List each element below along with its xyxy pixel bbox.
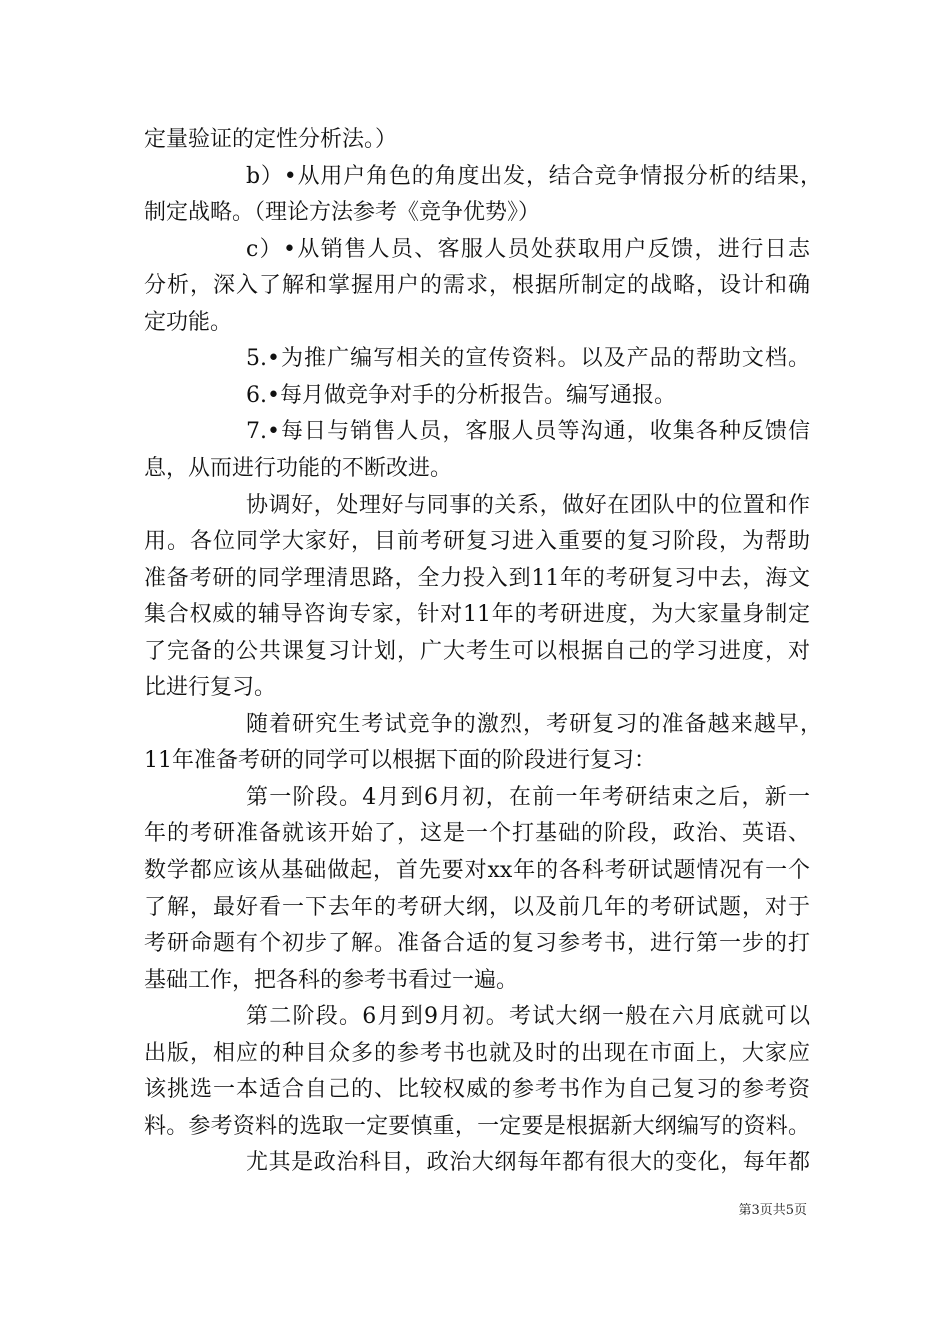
text-line: 准备考研的同学理清思路，全力投入到11年的考研复习中去，海文 <box>144 565 810 591</box>
text-line: 协调好，处理好与同事的关系，做好在团队中的位置和作 <box>246 492 810 518</box>
text-line: 年的考研准备就该开始了，这是一个打基础的阶段，政治、英语、 <box>144 821 810 847</box>
text-line: 制定战略。（理论方法参考《竞争优势》） <box>144 200 541 226</box>
text-line: 第一阶段。4月到6月初，在前一年考研结束之后，新一 <box>246 784 810 810</box>
text-line: 5.•为推广编写相关的宣传资料。以及产品的帮助文档。 <box>246 346 810 372</box>
text-line: 6.•每月做竞争对手的分析报告。编写通报。 <box>246 382 676 408</box>
text-line: 了解，最好看一下去年的考研大纲，以及前几年的考研试题，对于 <box>144 894 810 920</box>
text-line: 数学都应该从基础做起，首先要对xx年的各科考研试题情况有一个 <box>144 858 810 883</box>
text-line: 该挑选一本适合自己的、比较权威的参考书作为自己复习的参考资 <box>144 1077 810 1103</box>
text-line: b）•从用户角色的角度出发，结合竞争情报分析的结果， <box>246 163 822 189</box>
text-line: c）•从销售人员、客服人员处获取用户反馈，进行日志 <box>246 236 810 262</box>
text-line: 息，从而进行功能的不断改进。 <box>144 455 453 481</box>
text-line: 7.•每日与销售人员，客服人员等沟通，收集各种反馈信 <box>246 419 810 445</box>
text-line: 料。参考资料的选取一定要慎重，一定要是根据新大纲编写的资料。 <box>144 1113 810 1139</box>
page-number-footer: 第3页共5页 <box>738 1203 807 1218</box>
text-line: 用。各位同学大家好，目前考研复习进入重要的复习阶段，为帮助 <box>144 529 810 555</box>
text-line: 考研命题有个初步了解。准备合适的复习参考书，进行第一步的打 <box>144 931 810 957</box>
text-line: 定功能。 <box>144 309 233 335</box>
text-line: 了完备的公共课复习计划，广大考生可以根据自己的学习进度，对 <box>144 638 810 664</box>
text-line: 定量验证的定性分析法。） <box>144 127 398 152</box>
text-line: 集合权威的辅导咨询专家，针对11年的考研进度，为大家量身制定 <box>144 602 810 628</box>
text-line: 基础工作，把各科的参考书看过一遍。 <box>144 967 519 993</box>
text-line: 比进行复习。 <box>144 675 277 701</box>
text-line: 随着研究生考试竞争的激烈，考研复习的准备越来越早， <box>246 711 822 737</box>
text-line: 分析，深入了解和掌握用户的需求，根据所制定的战略，设计和确 <box>144 273 810 299</box>
text-line: 出版，相应的种目众多的参考书也就及时的出现在市面上，大家应 <box>144 1040 810 1066</box>
text-line: 尤其是政治科目，政治大纲每年都有很大的变化，每年都 <box>246 1150 810 1176</box>
text-line: 11年准备考研的同学可以根据下面的阶段进行复习： <box>144 748 656 774</box>
text-line: 第二阶段。6月到9月初。考试大纲一般在六月底就可以 <box>246 1004 810 1030</box>
